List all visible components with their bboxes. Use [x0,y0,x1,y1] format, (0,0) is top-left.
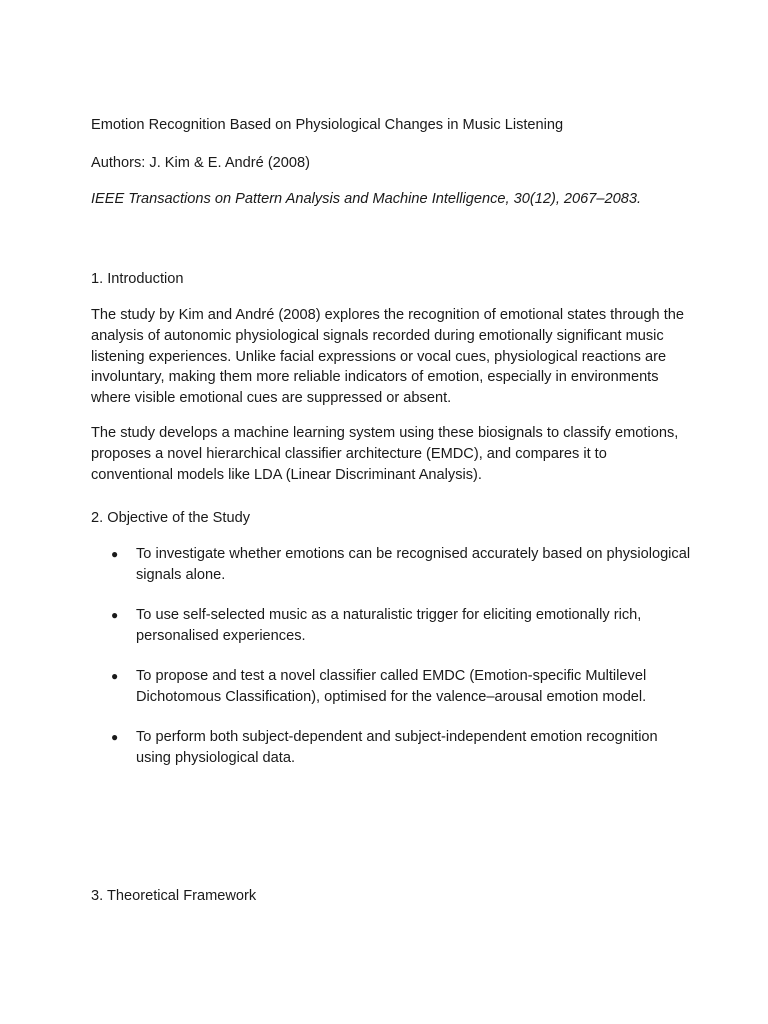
bullet-text: To investigate whether emotions can be recognised accurately based on physiological signals alone. [136,546,691,583]
introduction-paragraph-1: The study by Kim and André (2008) explores the recognition of emotional states through the analysis of autonomic physiological signals recorded during emotionally significant music listening experiences. Unlike facial expressions or vocal cues, physiological reactions are involuntary, making them more reliable indicators of emotion, especially in environments where visible emotional cues are suppressed or absent. [91,307,685,407]
bullet-icon: ● [111,607,119,622]
list-item [91,544,691,586]
bullet-icon: ● [111,547,119,561]
document-authors: Authors: J. Kim & E. André (2008) [91,155,311,171]
list-item [91,605,691,647]
document-title: Emotion Recognition Based on Physiological Changes in Music Listening [91,117,564,133]
section-heading-introduction: 1. Introduction [91,271,184,287]
introduction-paragraph-2: The study develops a machine learning system using these biosignals to classify emotions, proposes a novel hierarchical classifier architecture (EMDC), and compares it to conventional models like LDA (Linear Discriminant Analysis). [91,425,679,483]
list-item [91,727,691,769]
section-heading-framework: 3. Theoretical Framework [91,888,257,904]
list-item [91,666,691,708]
bullet-text: To perform both subject-dependent and subject-independent emotion recognition using physiological data. [136,728,658,766]
bullet-icon: ● [111,668,119,683]
objective-bullet-list [91,544,691,788]
document-citation: IEEE Transactions on Pattern Analysis and Machine Intelligence, 30(12), 2067–2083. [91,191,642,207]
bullet-text: To use self-selected music as a naturalistic trigger for eliciting emotionally rich, personalised experiences. [136,606,642,644]
bullet-icon: ● [111,729,119,744]
section-heading-objective: 2. Objective of the Study [91,510,250,526]
bullet-text: To propose and test a novel classifier called EMDC (Emotion-specific Multilevel Dichotomous Classification), optimised for the valence–arousal emotion model. [136,667,647,705]
